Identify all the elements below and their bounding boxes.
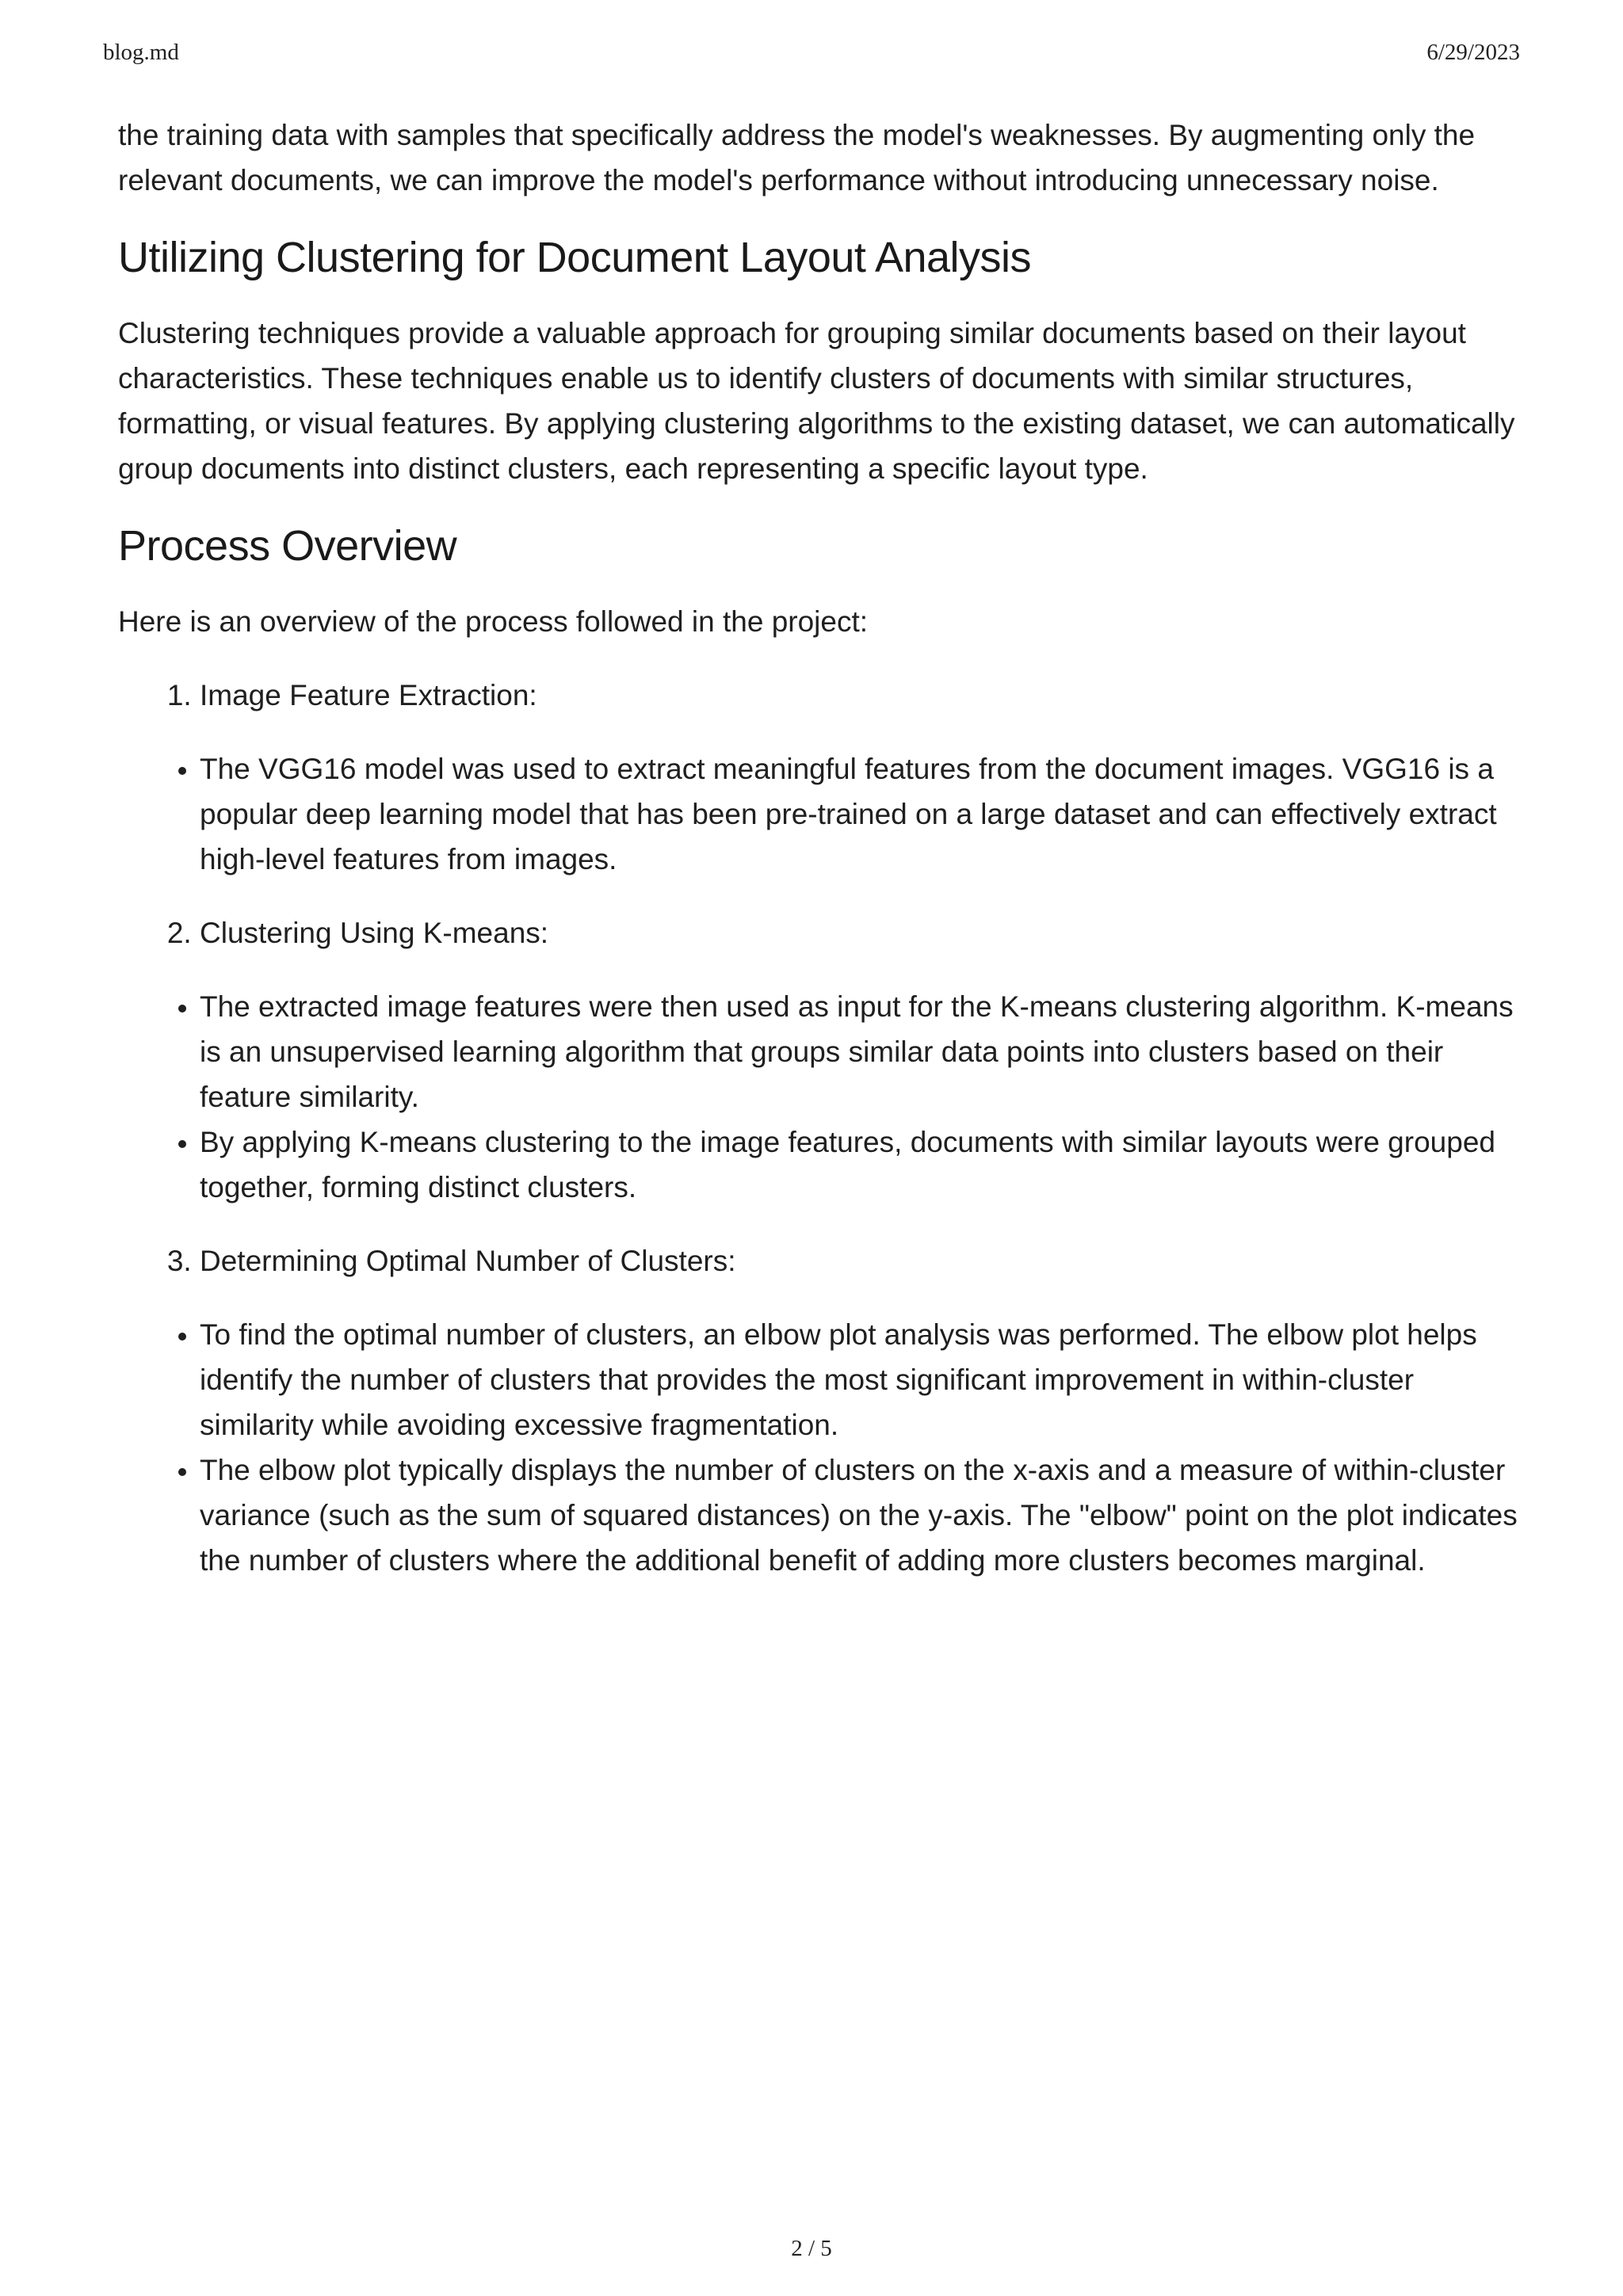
- bullet-item: • The extracted image features were then used as input for the K-means clustering algorithm. K-means is an unsupervised learning algorithm that groups similar data points into clusters based on their feature similarity.: [200, 984, 1529, 1119]
- bullet-list-optimal-clusters: [118, 1312, 1529, 1583]
- step-list-1: [118, 673, 1529, 718]
- bullet-item: • To find the optimal number of clusters, an elbow plot analysis was performed. The elbow plot helps identify the number of clusters that provides the most significant improvement in within-cluster similarity while avoiding excessive fragmentation.: [200, 1312, 1529, 1447]
- print-header: [103, 40, 1520, 71]
- intro-paragraph: the training data with samples that specifically address the model's weaknesses. By augmenting only the relevant documents, we can improve the model's performance without introducing unnecessary noise.: [118, 119, 1476, 196]
- step-item-optimal-clusters: 3. Determining Optimal Number of Clusters:: [200, 1238, 1529, 1283]
- document-body: [118, 113, 1529, 1611]
- document-filename: blog.md: [103, 40, 179, 65]
- step-list-2: [118, 910, 1529, 955]
- bullet-list-kmeans: [118, 984, 1529, 1210]
- clustering-paragraph: Clustering techniques provide a valuable approach for grouping similar documents based on their layout characteristics. These techniques enable us to identify clusters of documents with similar structures, formatting, or visual features. By applying clustering algorithms to the existing dataset, we can automatically group documents into distinct clusters, each representing a specific layout type.: [118, 317, 1515, 485]
- step-item-kmeans: 2. Clustering Using K-means:: [200, 910, 1529, 955]
- section-heading-process-overview: Process Overview: [118, 522, 457, 570]
- section-heading-clustering: Utilizing Clustering for Document Layout Analysis: [118, 234, 1032, 281]
- process-intro-paragraph: Here is an overview of the process followed in the project:: [118, 605, 869, 638]
- bullet-item: • The VGG16 model was used to extract meaningful features from the document images. VGG16 is a popular deep learning model that has been pre-trained on a large dataset and can effectively extract high-level features from images.: [200, 746, 1529, 882]
- step-list-3: [118, 1238, 1529, 1283]
- print-date: 6/29/2023: [1426, 40, 1520, 65]
- bullet-item: • By applying K-means clustering to the image features, documents with similar layouts were grouped together, forming distinct clusters.: [200, 1119, 1529, 1210]
- bullet-item: • The elbow plot typically displays the number of clusters on the x-axis and a measure of within-cluster variance (such as the sum of squared distances) on the y-axis. The "elbow" point on the plot indicates the number of clusters where the additional benefit of adding more clusters becomes marginal.: [200, 1447, 1529, 1583]
- step-item-feature-extraction: 1. Image Feature Extraction:: [200, 673, 1529, 718]
- bullet-list-feature-extraction: [118, 746, 1529, 882]
- page-number: 2 / 5: [791, 2236, 832, 2261]
